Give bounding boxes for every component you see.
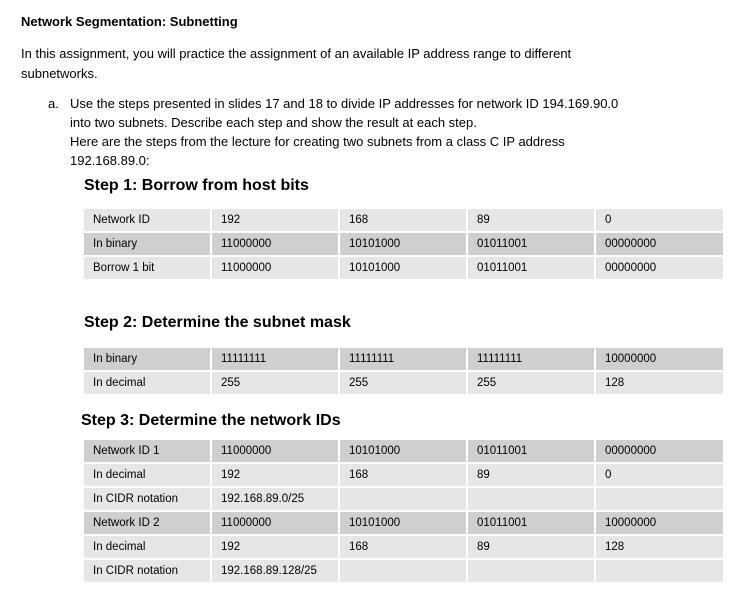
table-cell: 01011001 [468,257,596,279]
row-label-cell: Network ID 1 [84,440,212,462]
list-item-text [70,94,670,170]
table-cell: 11111111 [340,348,468,370]
table-cell: 0 [596,209,723,231]
step-1-table [84,207,723,281]
list-item-line: into two subnets. Describe each step and show the result at each step. [70,115,477,130]
list-marker: a. [48,96,59,111]
table-cell: 10101000 [340,512,468,534]
table-cell: 10000000 [596,348,723,370]
table-cell: 11000000 [212,257,340,279]
table-row [84,440,723,462]
table-cell: 128 [596,536,723,558]
table-cell: 01011001 [468,233,596,255]
step-3-table [84,438,723,584]
table-row [84,372,723,394]
document-title: Network Segmentation: Subnetting [21,14,238,29]
table-cell [340,560,468,582]
table-cell: 11000000 [212,440,340,462]
table-cell [468,560,596,582]
table-cell: 255 [468,372,596,394]
table-cell: 11000000 [212,512,340,534]
row-label-cell: In CIDR notation [84,560,212,582]
row-label-cell: In binary [84,348,212,370]
list-item-line: Use the steps presented in slides 17 and 18 to divide IP addresses for network ID 194.169.90.0 [70,96,619,111]
intro-paragraph: In this assignment, you will practice the assignment of an available IP address range to different subnetworks. [21,46,572,81]
table-cell: 0 [596,464,723,486]
row-label-cell: Borrow 1 bit [84,257,212,279]
table-cell: 00000000 [596,257,723,279]
table-cell: 01011001 [468,512,596,534]
step-2-table [84,346,723,396]
table-cell: 192 [212,464,340,486]
table-cell: 255 [212,372,340,394]
table-cell [468,488,596,510]
list-item-line: 192.168.89.0: [70,153,150,168]
table-cell: 89 [468,464,596,486]
table-cell: 192 [212,536,340,558]
table-cell: 89 [468,536,596,558]
table-cell: 128 [596,372,723,394]
table-cell: 255 [340,372,468,394]
step-3-heading: Step 3: Determine the network IDs [81,412,341,429]
table-cell: 192.168.89.0/25 [212,488,340,510]
table-cell: 01011001 [468,440,596,462]
table-cell [596,560,723,582]
table-cell: 168 [340,209,468,231]
table-cell: 10101000 [340,257,468,279]
table-row [84,233,723,255]
row-label-cell: In decimal [84,372,212,394]
table-row [84,488,723,510]
table-cell: 192.168.89.128/25 [212,560,340,582]
step-2-heading: Step 2: Determine the subnet mask [84,314,351,331]
step-1-heading: Step 1: Borrow from host bits [84,177,309,194]
table-row [84,257,723,279]
table-cell: 10101000 [340,440,468,462]
row-label-cell: In binary [84,233,212,255]
row-label-cell: Network ID 2 [84,512,212,534]
table-row [84,536,723,558]
table-cell: 10000000 [596,512,723,534]
table-cell: 168 [340,464,468,486]
table-row [84,560,723,582]
table-row [84,464,723,486]
table-cell: 168 [340,536,468,558]
table-cell: 11111111 [468,348,596,370]
table-row [84,209,723,231]
table-row [84,512,723,534]
table-cell: 89 [468,209,596,231]
table-row [84,348,723,370]
table-cell: 00000000 [596,440,723,462]
row-label-cell: In decimal [84,536,212,558]
row-label-cell: Network ID [84,209,212,231]
table-cell: 192 [212,209,340,231]
table-cell [596,488,723,510]
table-cell: 10101000 [340,233,468,255]
row-label-cell: In CIDR notation [84,488,212,510]
table-cell [340,488,468,510]
row-label-cell: In decimal [84,464,212,486]
list-item-line: Here are the steps from the lecture for creating two subnets from a class C IP address [70,134,565,149]
table-cell: 11000000 [212,233,340,255]
table-cell: 11111111 [212,348,340,370]
table-cell: 00000000 [596,233,723,255]
